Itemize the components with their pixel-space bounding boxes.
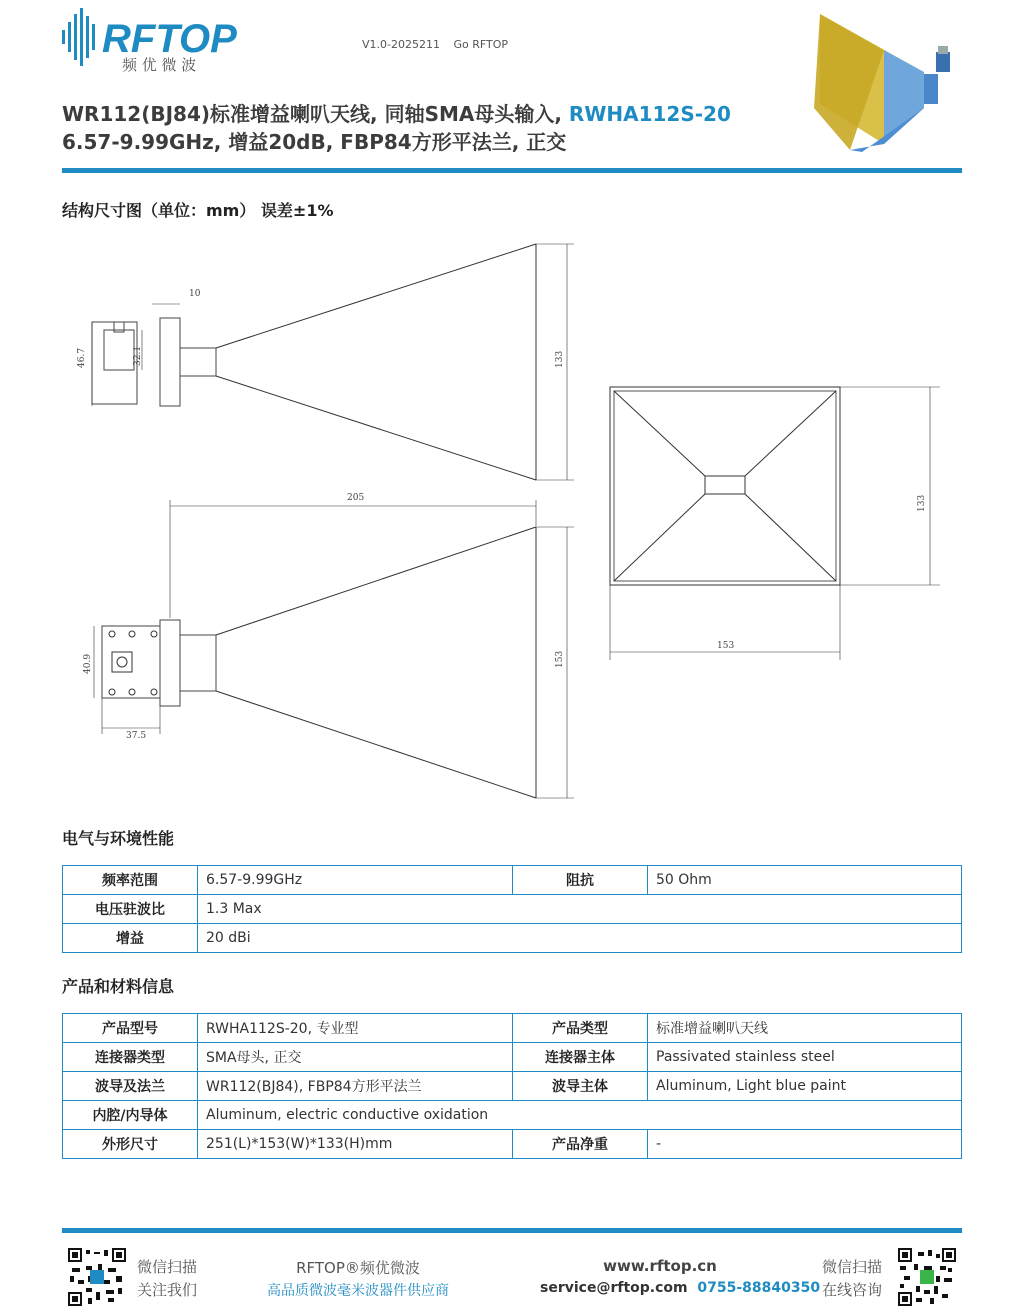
spec-label: 外形尺寸 (63, 1130, 198, 1159)
table-row (63, 866, 962, 895)
website-link[interactable]: www.rftop.cn (603, 1257, 717, 1275)
logo-subtitle: 频 优 微 波 (122, 56, 197, 74)
table-row (63, 1101, 962, 1130)
svg-text:32.1: 32.1 (133, 345, 143, 366)
svg-text:205: 205 (347, 493, 365, 503)
spec-label: 连接器主体 (513, 1043, 648, 1072)
svg-text:37.5: 37.5 (126, 731, 147, 741)
svg-text:153: 153 (717, 641, 735, 651)
brand-name: Go RFTOP (453, 38, 509, 51)
spec-value: 20 dBi (198, 924, 962, 953)
qr-code-follow-icon[interactable] (68, 1248, 126, 1306)
side-view-bottom (83, 527, 574, 798)
wechat-follow-line2: 关注我们 (137, 1281, 198, 1299)
spec-label: 产品类型 (513, 1014, 648, 1043)
spec-label: 频率范围 (63, 866, 198, 895)
spec-value: Passivated stainless steel (648, 1043, 962, 1072)
table-row (63, 924, 962, 953)
spec-value: WR112(BJ84), FBP84方形平法兰 (198, 1072, 513, 1101)
table-row (63, 1014, 962, 1043)
svg-text:133: 133 (917, 494, 927, 512)
front-view (610, 387, 940, 660)
table-row (63, 1130, 962, 1159)
spec-label: 产品型号 (63, 1014, 198, 1043)
wechat-consult-line1: 微信扫描 (822, 1258, 883, 1276)
spec-value: 50 Ohm (648, 866, 962, 895)
svg-text:133: 133 (555, 350, 565, 368)
header-divider (62, 168, 962, 173)
svg-text:40.9: 40.9 (83, 653, 93, 674)
spec-value: Aluminum, Light blue paint (648, 1072, 962, 1101)
wechat-consult-line2: 在线咨询 (822, 1281, 883, 1299)
wechat-follow-line1: 微信扫描 (137, 1258, 198, 1276)
title-text: WR112(BJ84)标准增益喇叭天线, 同轴SMA母头输入, (62, 102, 569, 126)
product-subtitle: 6.57-9.99GHz, 增益20dB, FBP84方形平法兰, 正交 (62, 130, 567, 154)
company-logo (62, 4, 272, 74)
spec-label: 增益 (63, 924, 198, 953)
spec-label: 连接器类型 (63, 1043, 198, 1072)
svg-text:153: 153 (555, 650, 565, 668)
electrical-section-title: 电气与环境性能 (62, 829, 175, 848)
company-slogan: 高品质微波毫米波器件供应商 (267, 1283, 449, 1299)
spec-value: 标准增益喇叭天线 (648, 1014, 962, 1043)
drawing-section-title: 结构尺寸图（单位：mm） 误差±1% (62, 201, 334, 220)
spec-label: 波导主体 (513, 1072, 648, 1101)
spec-label: 波导及法兰 (63, 1072, 198, 1101)
table-row (63, 895, 962, 924)
table-row (63, 1072, 962, 1101)
spec-value: 6.57-9.99GHz (198, 866, 513, 895)
product-section-title: 产品和材料信息 (62, 977, 175, 996)
version-info (362, 38, 518, 51)
svg-text:46.7: 46.7 (77, 347, 87, 368)
side-view-top (77, 244, 574, 480)
spec-label: 内腔/内导体 (63, 1101, 198, 1130)
email-address[interactable]: service@rftop.com (540, 1280, 688, 1296)
spec-value: 251(L)*153(W)*133(H)mm (198, 1130, 513, 1159)
spec-label: 电压驻波比 (63, 895, 198, 924)
spec-value: RWHA112S-20, 专业型 (198, 1014, 513, 1043)
electrical-table (62, 865, 962, 953)
phone-number[interactable]: 0755-88840350 (697, 1280, 821, 1296)
spec-value: Aluminum, electric conductive oxidation (198, 1101, 962, 1130)
company-name: RFTOP®频优微波 (296, 1259, 420, 1277)
product-table (62, 1013, 962, 1159)
product-title (62, 98, 731, 127)
footer-divider (62, 1228, 962, 1233)
logo-text: RFTOP (102, 17, 237, 61)
spec-label: 阻抗 (513, 866, 648, 895)
title-model: RWHA112S-20 (568, 102, 731, 126)
spec-value: - (648, 1130, 962, 1159)
spec-value: 1.3 Max (198, 895, 962, 924)
spec-value: SMA母头, 正交 (198, 1043, 513, 1072)
svg-text:10: 10 (189, 289, 201, 299)
email-link (540, 1280, 820, 1296)
table-row (63, 1043, 962, 1072)
spec-label: 产品净重 (513, 1130, 648, 1159)
product-image (812, 12, 964, 152)
version-number: V1.0-2025211 (362, 38, 440, 51)
dimension-drawing (62, 230, 962, 810)
qr-code-consult-icon[interactable] (898, 1248, 956, 1306)
